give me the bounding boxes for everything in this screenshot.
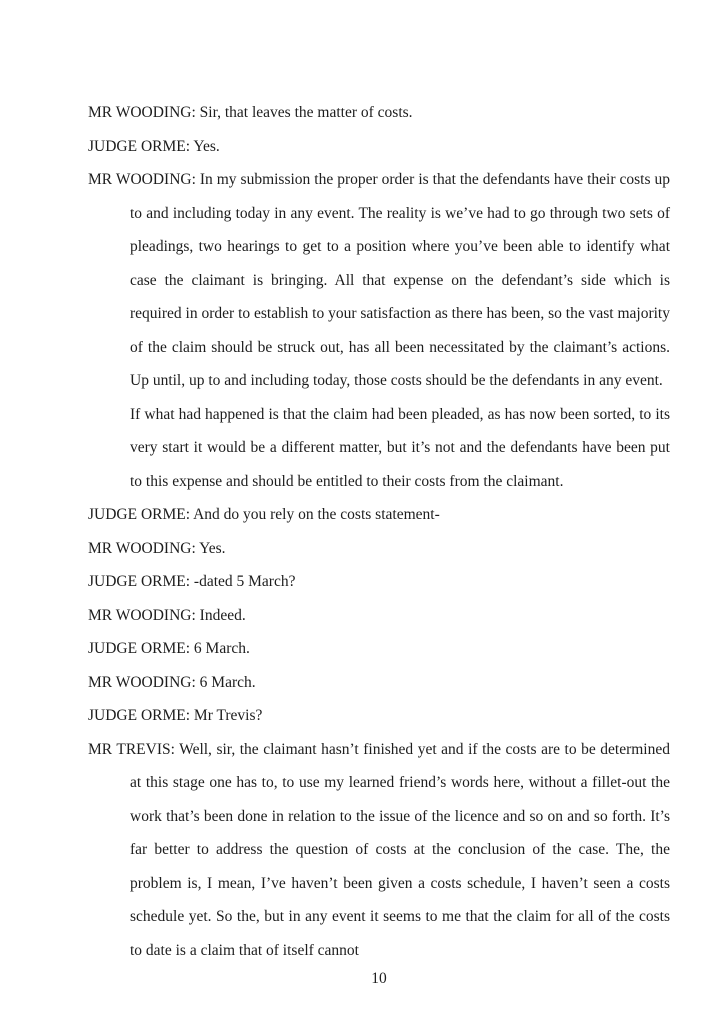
transcript-paragraph: JUDGE ORME: Mr Trevis?: [88, 707, 263, 724]
transcript-paragraph: MR WOODING: In my submission the proper order is that the defendants have their costs up to and including today in any event. The reality is we’ve had to go through two sets of pleadings, two hearings to get to a position where you’ve been able to identify what case the claimant is bringing. All that expense on the defendant’s side which is required in order to establish to your satisfaction as there has been, so the vast majority of the claim should be struck out, has all been necessitated by the claimant’s actions. Up until, up to and including today, those costs should be the defendants in any event.: [88, 171, 670, 389]
transcript-paragraph: MR TREVIS: Well, sir, the claimant hasn’t finished yet and if the costs are to be determined at this stage one has to, to use my learned friend’s words here, without a fillet-out the work that’s been done in relation to the issue of the licence and so on and so forth. It’s far better to address the question of costs at the conclusion of the case. The, the problem is, I mean, I’ve haven’t been given a costs schedule, I haven’t seen a costs schedule yet. So the, but in any event it seems to me that the claim for all of the costs to date is a claim that of itself cannot: [88, 740, 670, 959]
transcript-paragraph: JUDGE ORME: And do you rely on the costs statement-: [88, 506, 440, 523]
transcript-paragraph: MR WOODING: Indeed.: [88, 606, 246, 624]
transcript-paragraph: MR WOODING: Yes.: [88, 539, 226, 557]
transcript-paragraph: JUDGE ORME: -dated 5 March?: [88, 573, 296, 590]
transcript-paragraph: JUDGE ORME: Yes.: [88, 137, 220, 155]
transcript-paragraph: MR WOODING: Sir, that leaves the matter of costs.: [88, 104, 413, 121]
transcript-paragraph: If what had happened is that the claim had been pleaded, as has now been sorted, to its very start it would be a different matter, but it’s not and the defendants have been put to this expense and should be entitled to their costs from the claimant.: [130, 405, 670, 490]
transcript-paragraph: JUDGE ORME: 6 March.: [88, 640, 250, 657]
page-number: 10: [371, 970, 387, 987]
transcript-paragraph: MR WOODING: 6 March.: [88, 673, 256, 691]
transcript-body: [88, 96, 670, 967]
